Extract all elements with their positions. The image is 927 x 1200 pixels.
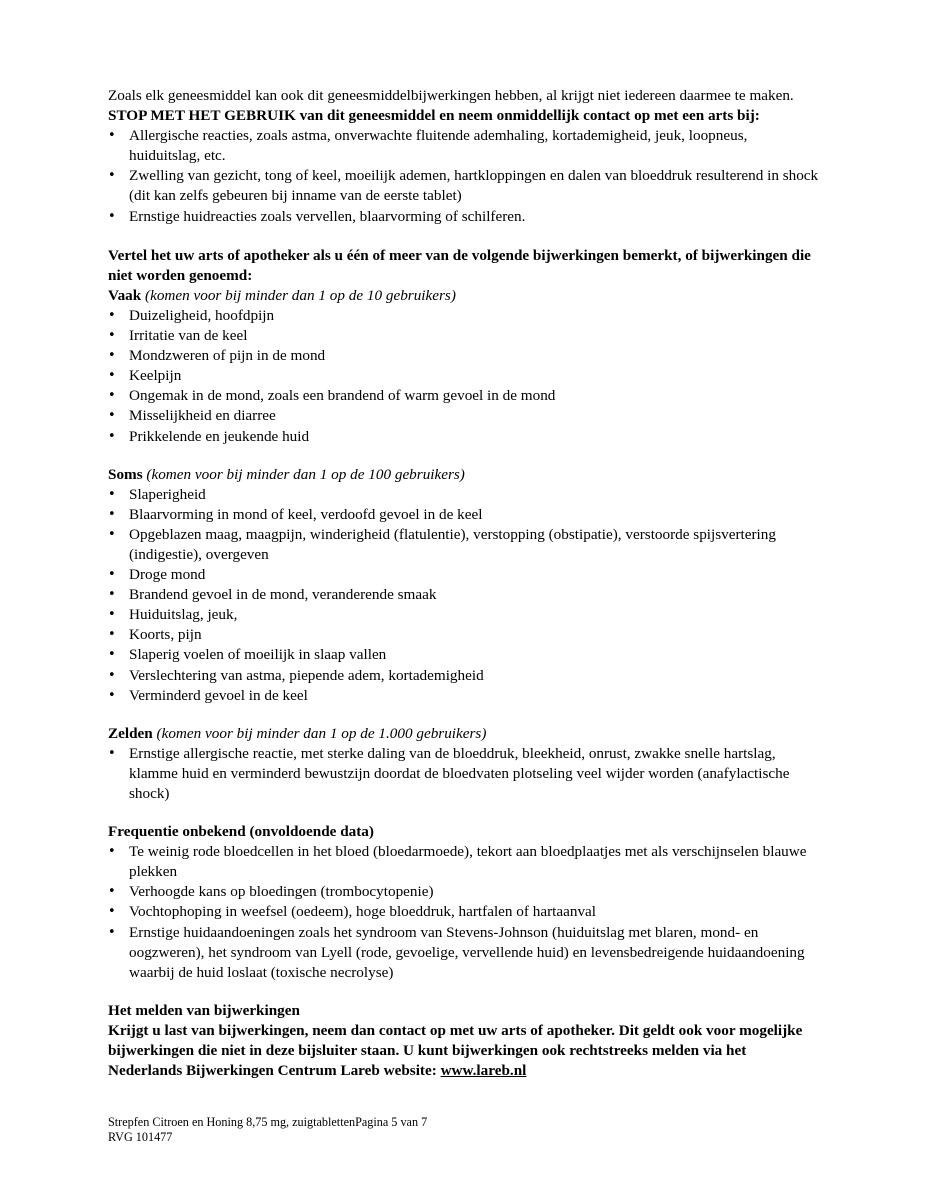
- intro-text: Zoals elk geneesmiddel kan ook dit geneesmiddelbijwerkingen hebben, al krijgt niet iedereen daarmee te maken.: [108, 87, 794, 104]
- sometimes-heading: [108, 465, 820, 485]
- sometimes-label: Soms: [108, 465, 143, 483]
- list-item: • Vochtophoping in weefsel (oedeem), hoge bloeddruk, hartfalen of hartaanval: [108, 902, 820, 922]
- spacer: [108, 706, 820, 724]
- page-footer: [108, 1115, 427, 1144]
- list-item: • Keelpijn: [108, 366, 820, 386]
- rare-note: (komen voor bij minder dan 1 op de 1.000 gebruikers): [156, 724, 487, 742]
- reporting-heading: Het melden van bijwerkingen: [108, 1001, 300, 1019]
- list-item: • Verhoogde kans op bloedingen (trombocytopenie): [108, 882, 820, 902]
- unknown-list: [108, 842, 820, 983]
- list-item: • Te weinig rode bloedcellen in het bloed (bloedarmoede), tekort aan bloedplaatjes met als verschijnselen blauwe plekken: [108, 842, 820, 882]
- list-item: • Opgeblazen maag, maagpijn, winderigheid (flatulentie), verstopping (obstipatie), verstoorde spijsvertering (indigestie), overgeven: [108, 525, 820, 565]
- rare-heading: [108, 724, 820, 744]
- list-item: • Slaperigheid: [108, 485, 820, 505]
- unknown-heading: Frequentie onbekend (onvoldoende data): [108, 823, 374, 841]
- often-heading: [108, 286, 820, 306]
- list-item: • Irritatie van de keel: [108, 326, 820, 346]
- list-item: • Verslechtering van astma, piepende adem, kortademigheid: [108, 666, 820, 686]
- list-item: • Huiduitslag, jeuk,: [108, 605, 820, 625]
- reporting-text: [108, 1021, 820, 1081]
- often-label: Vaak: [108, 286, 142, 304]
- list-item: • Mondzweren of pijn in de mond: [108, 346, 820, 366]
- list-item: • Verminderd gevoel in de keel: [108, 686, 820, 706]
- list-item: • Slaperig voelen of moeilijk in slaap vallen: [108, 645, 820, 665]
- list-item: • Prikkelende en jeukende huid: [108, 427, 820, 447]
- often-note: (komen voor bij minder dan 1 op de 10 gebruikers): [145, 286, 456, 304]
- rare-list: [108, 744, 820, 804]
- list-item: • Misselijkheid en diarree: [108, 406, 820, 426]
- spacer: [108, 804, 820, 822]
- list-item: • Droge mond: [108, 565, 820, 585]
- sometimes-note: (komen voor bij minder dan 1 op de 100 gebruikers): [146, 465, 465, 483]
- list-item: • Ernstige allergische reactie, met sterke daling van de bloeddruk, bleekheid, onrust, zwakke snelle hartslag, klamme huid en verminderd bewustzijn doordat de bloedvaten plotseling veel wijder worden (anafylactische shock): [108, 744, 820, 804]
- rare-label: Zelden: [108, 724, 153, 742]
- leaflet-page: [108, 86, 820, 1081]
- spacer: [108, 447, 820, 465]
- stop-list: [108, 126, 820, 226]
- often-list: [108, 306, 820, 447]
- stop-item: • Zwelling van gezicht, tong of keel, moeilijk ademen, hartkloppingen en dalen van bloeddruk resulterend in shock (dit kan zelfs gebeuren bij inname van de eerste tablet): [108, 166, 820, 206]
- list-item: • Koorts, pijn: [108, 625, 820, 645]
- list-item: • Ongemak in de mond, zoals een brandend of warm gevoel in de mond: [108, 386, 820, 406]
- footer-rvg-number: RVG 101477: [108, 1129, 173, 1144]
- spacer: [108, 227, 820, 246]
- list-item: • Brandend gevoel in de mond, veranderende smaak: [108, 585, 820, 605]
- lareb-link[interactable]: www.lareb.nl: [440, 1062, 527, 1080]
- list-item: • Ernstige huidaandoeningen zoals het syndroom van Stevens-Johnson (huiduitslag met blaren, mond- en oogzweren), het syndroom van Lyell (rode, gevoelige, vervellende huid) en levensbedreigende huidaandoening waarbij de huid loslaat (toxische necrolyse): [108, 923, 820, 983]
- spacer: [108, 983, 820, 1001]
- stop-item: • Allergische reacties, zoals astma, onverwachte fluitende ademhaling, kortademigheid, jeuk, loopneus, huiduitslag, etc.: [108, 126, 820, 166]
- list-item: • Blaarvorming in mond of keel, verdoofd gevoel in de keel: [108, 505, 820, 525]
- stop-item: • Ernstige huidreacties zoals vervellen, blaarvorming of schilferen.: [108, 207, 820, 227]
- tell-heading: Vertel het uw arts of apotheker als u één of meer van de volgende bijwerkingen bemerkt, of bijwerkingen die niet worden genoemd:: [108, 246, 811, 284]
- footer-product-line: Strepfen Citroen en Honing 8,75 mg, zuigtablettenPagina 5 van 7: [108, 1115, 428, 1129]
- sometimes-list: [108, 485, 820, 706]
- stop-heading: STOP MET HET GEBRUIK van dit geneesmiddel en neem onmiddellijk contact op met een arts bij:: [108, 107, 760, 125]
- reporting-body: Krijgt u last van bijwerkingen, neem dan contact op met uw arts of apotheker. Dit geldt ook voor mogelijke bijwerkingen die niet in deze bijsluiter staan. U kunt bijwerkingen ook rechtstreeks melden via het Nederlands Bijwerkingen Centrum Lareb website:: [108, 1021, 803, 1080]
- list-item: • Duizeligheid, hoofdpijn: [108, 306, 820, 326]
